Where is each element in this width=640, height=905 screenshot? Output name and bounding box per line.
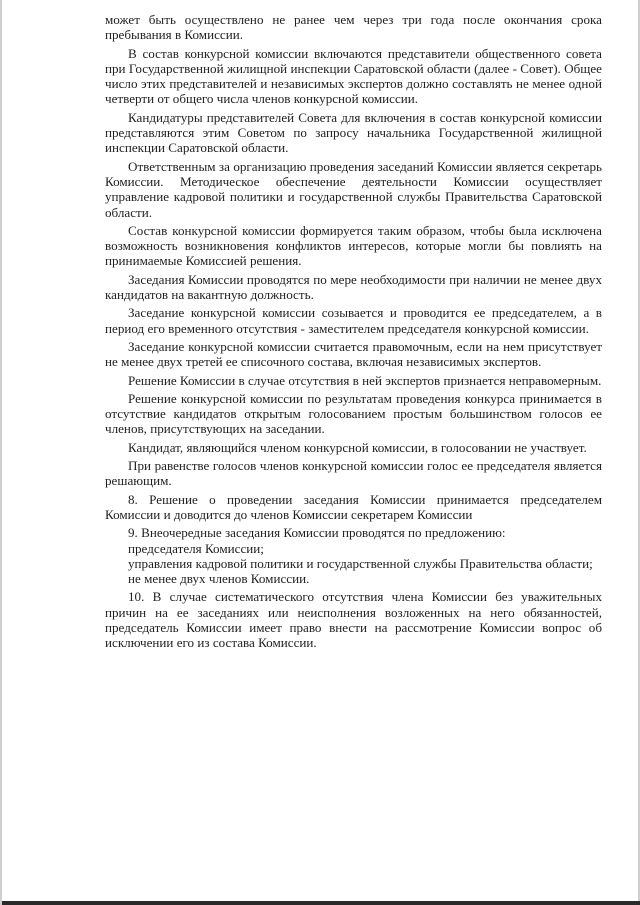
scan-bottom-edge [2, 901, 640, 905]
document-body [105, 12, 602, 654]
paragraph-voting: Решение конкурсной комиссии по результатам проведения конкурса принимается в отсутствие кандидатов открытым голосованием простым большинством голосов ее членов, присутствующих на заседании. [105, 390, 602, 437]
paragraph-item-9-members: не менее двух членов Комиссии. [128, 571, 310, 587]
paragraph-item-8: 8. Решение о проведении заседания Комиссии принимается председателем Комиссии и доводится до членов Комиссии секретарем Комиссии [105, 491, 602, 522]
paragraph-conflict-of-interest: Состав конкурсной комиссии формируется таким образом, чтобы была исключена возможность возникновения конфликтов интересов, которые могли бы повлиять на принимаемые Комиссией решения. [105, 222, 602, 269]
paragraph-continuation: может быть осуществлено не ранее чем через три года после окончания срока пребывания в Комиссии. [105, 12, 602, 43]
paragraph-item-10: 10. В случае систематического отсутствия члена Комиссии без уважительных причин на ее заседаниях или неисполнения возложенных на него обязанностей, председатель Комиссии имеет право внести на рассмотрение Комиссии вопрос об исключении его из состава Комиссии. [105, 589, 602, 651]
paragraph-item-9-chairman: председателя Комиссии; [128, 540, 264, 556]
paragraph-secretary-responsibility: Ответственным за организацию проведения заседаний Комиссии является секретарь Комиссии. Методическое обеспечение деятельности Комиссии осуществляет управление кадровой политики и государственной службы Правительства Саратовской области. [105, 158, 602, 220]
paragraph-candidate-member: Кандидат, являющийся членом конкурсной комиссии, в голосовании не участвует. [128, 439, 587, 455]
paragraph-item-9-department: управления кадровой политики и государственной службы Правительства области; [128, 555, 593, 571]
paragraph-commission-composition: В состав конкурсной комиссии включаются представители общественного совета при Государственной жилищной инспекции Саратовской области (далее - Совет). Общее число этих представителей и независимых экспертов должно составлять не менее одной четверти от общего числа членов конкурсной комиссии. [105, 45, 602, 107]
paragraph-meeting-convening: Заседание конкурсной комиссии созывается и проводится ее председателем, а в период его временного отсутствия - заместителем председателя конкурсной комиссии. [105, 305, 602, 336]
paragraph-quorum: Заседание конкурсной комиссии считается правомочным, если на нем присутствует не менее двух третей ее списочного состава, включая независимых экспертов. [105, 338, 602, 370]
paragraph-item-9: 9. Внеочередные заседания Комиссии проводятся по предложению: [128, 525, 506, 541]
paragraph-council-candidates: Кандидатуры представителей Совета для включения в состав конкурсной комиссии представляются этим Советом по запросу начальника Государственной жилищной инспекции Саратовской области. [105, 109, 602, 156]
paragraph-tie-vote: При равенстве голосов членов конкурсной комиссии голос ее председателя является решающим. [105, 458, 602, 489]
paragraph-experts-absence: Решение Комиссии в случае отсутствия в ней экспертов признается неправомерным. [128, 372, 602, 388]
paragraph-meetings-frequency: Заседания Комиссии проводятся по мере необходимости при наличии не менее двух кандидатов на вакантную должность. [105, 271, 602, 303]
